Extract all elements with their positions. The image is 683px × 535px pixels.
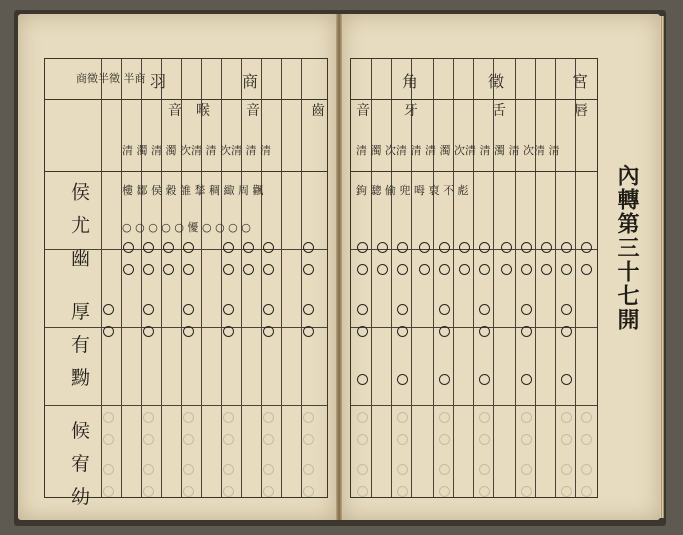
empty-slot-ring (397, 412, 408, 423)
char-row-2: ○ ○ ○ ○ ○ 懮 ○ ○ ○ ○ (122, 221, 251, 234)
grid-col (261, 59, 262, 497)
empty-slot-ring (143, 486, 154, 497)
empty-slot-ring (357, 412, 368, 423)
empty-slot-ring (303, 264, 314, 275)
empty-slot-ring (521, 434, 532, 445)
empty-slot-ring (439, 304, 450, 315)
empty-slot-ring (357, 264, 368, 275)
qing-zhuo-row: 清 濁 清 濁 次清 清 次清 清 清 (122, 144, 271, 157)
grid-col (181, 59, 182, 497)
empty-slot-ring (183, 464, 194, 475)
empty-slot-ring (479, 464, 490, 475)
empty-slot-ring (103, 412, 114, 423)
grid-col (281, 59, 282, 497)
book (14, 10, 666, 526)
grid-col (201, 59, 202, 497)
empty-slot-ring (521, 374, 532, 385)
empty-slot-ring (223, 412, 234, 423)
empty-slot-ring (479, 412, 490, 423)
empty-slot-ring (357, 374, 368, 385)
header-hou: 喉 (196, 103, 210, 119)
empty-slot-ring (123, 242, 134, 253)
page-title: 內轉第三十七開 (614, 164, 640, 332)
empty-slot-ring (357, 434, 368, 445)
header-jiao: 角 (402, 72, 419, 91)
empty-slot-ring (223, 486, 234, 497)
empty-slot-ring (397, 304, 408, 315)
qing-zhuo-row: 清 濁 次清 清 清 濁 次清 清 濁 清 次清 清 (356, 144, 560, 157)
grid-col (221, 59, 222, 497)
grid-col (371, 59, 372, 497)
empty-slot-ring (397, 464, 408, 475)
empty-slot-ring (183, 434, 194, 445)
empty-slot-ring (303, 326, 314, 337)
empty-slot-ring (439, 264, 450, 275)
empty-slot-ring (561, 486, 572, 497)
empty-slot-ring (303, 464, 314, 475)
empty-slot-ring (183, 304, 194, 315)
empty-slot-ring (223, 304, 234, 315)
empty-slot-ring (103, 304, 114, 315)
empty-slot-ring (303, 304, 314, 315)
empty-slot-ring (223, 264, 234, 275)
empty-slot-ring (357, 242, 368, 253)
header-yin-b: 音 (246, 103, 260, 119)
empty-slot-ring (163, 242, 174, 253)
empty-slot-ring (521, 242, 532, 253)
empty-slot-ring (581, 486, 592, 497)
header-chi: 齒 (311, 103, 325, 119)
empty-slot-ring (561, 434, 572, 445)
empty-slot-ring (303, 242, 314, 253)
empty-slot-ring (303, 486, 314, 497)
rhyme-column: 侯尤幽 厚有黝 候宥幼 (68, 182, 90, 520)
empty-slot-ring (243, 264, 254, 275)
empty-slot-ring (561, 304, 572, 315)
empty-slot-ring (479, 264, 490, 275)
empty-slot-ring (501, 242, 512, 253)
empty-slot-ring (377, 264, 388, 275)
empty-slot-ring (581, 242, 592, 253)
empty-slot-ring (397, 434, 408, 445)
header-shang: 商 (242, 72, 259, 91)
empty-slot-ring (439, 242, 450, 253)
empty-slot-ring (419, 264, 430, 275)
empty-slot-ring (561, 264, 572, 275)
header-zhi: 徵 (488, 72, 505, 91)
grid-col (515, 59, 516, 497)
empty-slot-ring (561, 326, 572, 337)
grid-col (473, 59, 474, 497)
empty-slot-ring (521, 304, 532, 315)
empty-slot-ring (541, 242, 552, 253)
header-chun: 唇 (574, 103, 588, 119)
empty-slot-ring (581, 464, 592, 475)
empty-slot-ring (459, 242, 470, 253)
grid-row (351, 327, 597, 328)
empty-slot-ring (123, 264, 134, 275)
empty-slot-ring (561, 464, 572, 475)
right-page (342, 14, 660, 520)
empty-slot-ring (521, 486, 532, 497)
empty-slot-ring (439, 434, 450, 445)
empty-slot-ring (143, 242, 154, 253)
header-yin: 音 (356, 103, 370, 119)
empty-slot-ring (397, 326, 408, 337)
empty-slot-ring (357, 486, 368, 497)
empty-slot-ring (183, 326, 194, 337)
empty-slot-ring (459, 264, 470, 275)
grid-col (411, 59, 412, 497)
header-yin-a: 音 (168, 103, 182, 119)
char-row-1: 樓 鄒 侯 穀 誰 揫 稠 緅 周 飌 (122, 184, 264, 197)
grid-col (433, 59, 434, 497)
grid-col (301, 59, 302, 497)
header-note: 商徵半徵 半商 (76, 72, 146, 85)
empty-slot-ring (183, 242, 194, 253)
header-yu: 羽 (150, 72, 167, 91)
empty-slot-ring (263, 304, 274, 315)
empty-slot-ring (223, 464, 234, 475)
empty-slot-ring (581, 412, 592, 423)
grid-row (351, 249, 597, 250)
empty-slot-ring (397, 486, 408, 497)
empty-slot-ring (439, 326, 450, 337)
header-gong: 宮 (572, 72, 589, 91)
empty-slot-ring (143, 434, 154, 445)
empty-slot-ring (183, 264, 194, 275)
empty-slot-ring (479, 242, 490, 253)
empty-slot-ring (479, 486, 490, 497)
grid-col (121, 59, 122, 497)
empty-slot-ring (143, 326, 154, 337)
empty-slot-ring (103, 326, 114, 337)
empty-slot-ring (223, 434, 234, 445)
header-she: 舌 (492, 103, 506, 119)
right-grid (350, 58, 598, 498)
empty-slot-ring (397, 242, 408, 253)
empty-slot-ring (561, 412, 572, 423)
empty-slot-ring (263, 464, 274, 475)
empty-slot-ring (521, 464, 532, 475)
grid-col (555, 59, 556, 497)
grid-col (141, 59, 142, 497)
empty-slot-ring (561, 374, 572, 385)
empty-slot-ring (103, 486, 114, 497)
empty-slot-ring (521, 264, 532, 275)
empty-slot-ring (479, 374, 490, 385)
empty-slot-ring (377, 242, 388, 253)
empty-slot-ring (143, 304, 154, 315)
empty-slot-ring (439, 464, 450, 475)
empty-slot-ring (263, 264, 274, 275)
empty-slot-ring (357, 326, 368, 337)
empty-slot-ring (183, 486, 194, 497)
empty-slot-ring (163, 264, 174, 275)
grid-row (351, 99, 597, 100)
grid-col (453, 59, 454, 497)
empty-slot-ring (223, 242, 234, 253)
empty-slot-ring (357, 464, 368, 475)
empty-slot-ring (243, 242, 254, 253)
empty-slot-ring (183, 412, 194, 423)
empty-slot-ring (143, 464, 154, 475)
empty-slot-ring (103, 434, 114, 445)
empty-slot-ring (521, 326, 532, 337)
left-page (18, 14, 336, 520)
empty-slot-ring (303, 434, 314, 445)
char-row-1: 鉤 驄 偷 兜 呣 裒 不 彪 (356, 184, 469, 197)
empty-slot-ring (561, 242, 572, 253)
empty-slot-ring (303, 412, 314, 423)
empty-slot-ring (263, 242, 274, 253)
empty-slot-ring (439, 486, 450, 497)
grid-row (45, 171, 327, 172)
empty-slot-ring (103, 464, 114, 475)
empty-slot-ring (521, 412, 532, 423)
grid-col (493, 59, 494, 497)
empty-slot-ring (263, 434, 274, 445)
grid-col (391, 59, 392, 497)
empty-slot-ring (223, 326, 234, 337)
empty-slot-ring (263, 486, 274, 497)
grid-col (241, 59, 242, 497)
grid-row (351, 405, 597, 406)
grid-col (101, 59, 102, 497)
empty-slot-ring (397, 264, 408, 275)
empty-slot-ring (143, 412, 154, 423)
grid-row (45, 99, 327, 100)
header-ya: 牙 (404, 103, 418, 119)
empty-slot-ring (263, 326, 274, 337)
empty-slot-ring (439, 412, 450, 423)
empty-slot-ring (479, 304, 490, 315)
empty-slot-ring (581, 434, 592, 445)
empty-slot-ring (439, 374, 450, 385)
empty-slot-ring (581, 264, 592, 275)
empty-slot-ring (143, 264, 154, 275)
empty-slot-ring (479, 326, 490, 337)
grid-col (161, 59, 162, 497)
empty-slot-ring (419, 242, 430, 253)
grid-row (351, 171, 597, 172)
empty-slot-ring (357, 304, 368, 315)
empty-slot-ring (397, 374, 408, 385)
empty-slot-ring (263, 412, 274, 423)
grid-col (575, 59, 576, 497)
empty-slot-ring (501, 264, 512, 275)
empty-slot-ring (541, 264, 552, 275)
empty-slot-ring (479, 434, 490, 445)
grid-col (535, 59, 536, 497)
